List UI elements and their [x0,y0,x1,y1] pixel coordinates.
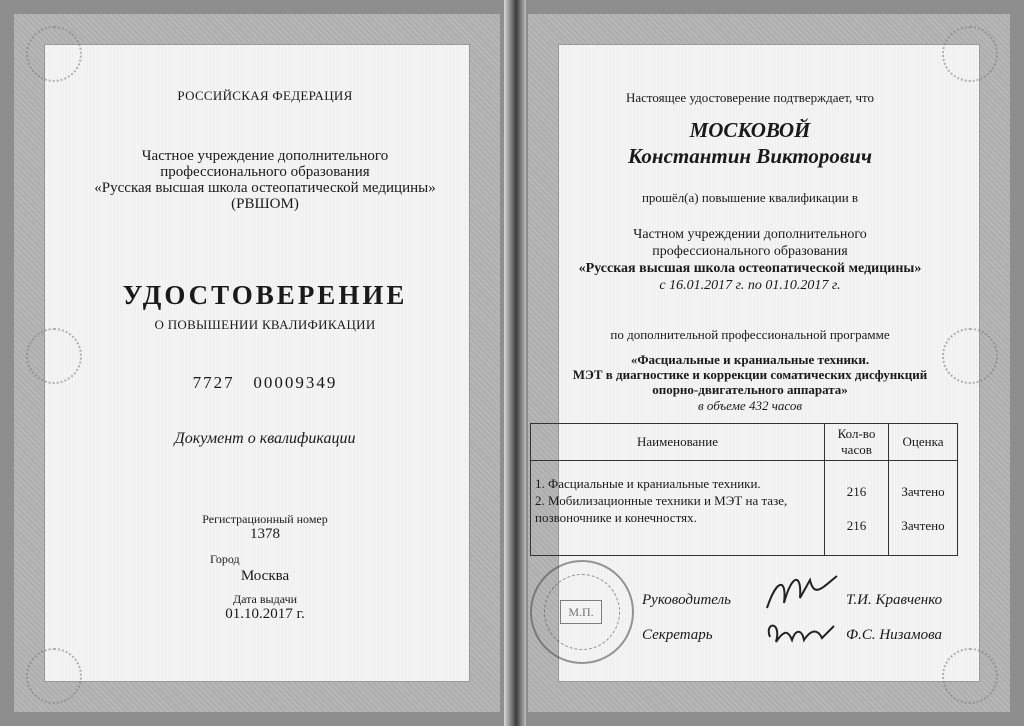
institution-abbr: (РВШОМ) [231,196,299,212]
column-header-grade: Оценка [889,424,958,461]
institution-line: профессионального образования [160,164,370,180]
registration-number: 1378 [250,526,280,542]
organization-name: «Русская высшая школа остеопатической медицины» [578,261,922,276]
left-content-area [44,44,470,682]
issue-date: 01.10.2017 г. [225,606,305,622]
city-label: Город [210,552,240,566]
series-number: 7727 [192,373,235,392]
passed-text: прошёл(а) повышение квалификации в [641,190,859,205]
institution-block [60,148,470,212]
official-stamp [530,560,634,664]
subjects-hours-cell [825,461,889,556]
program-intro: по дополнительной профессиональной программе [610,327,890,342]
rosette-ornament-icon [26,648,82,704]
table-header-row [531,424,958,461]
subject-grade: Зачтено [901,484,945,499]
issue-date-label: Дата выдачи [232,592,298,606]
organization-block [540,226,960,294]
subjects-grade-cell [889,461,958,556]
stamp-label: М.П. [560,600,602,624]
intro-text: Настоящее удостоверение подтверждает, что [625,90,874,105]
serial-number: 00009349 [253,373,338,392]
registration-label: Регистрационный номер [202,512,328,526]
document-number [120,373,410,393]
program-line: опорно-двигательного аппарата» [652,382,848,397]
rosette-ornament-icon [942,26,998,82]
column-header-name: Наименование [531,424,825,461]
rosette-ornament-icon [26,328,82,384]
document-type: Документ о квалификации [174,430,356,447]
program-volume: в объеме 432 часов [698,398,802,413]
institution-line: «Русская высшая школа остеопатической медицины» [94,180,436,196]
head-signature-icon [762,568,842,618]
subject-name: 1. Фасциальные и краниальные техники. [535,476,761,491]
holder-name: Константин Викторович [627,144,873,168]
rosette-ornament-icon [942,648,998,704]
secretary-signature-icon [762,612,842,652]
subject-name: 2. Мобилизационные техники и МЭТ на тазе, позвоночнике и конечностях. [535,493,788,525]
program-line: «Фасциальные и краниальные техники. [630,352,870,367]
organization-line: профессионального образования [652,244,848,259]
head-label: Руководитель [642,592,731,608]
subjects-names-cell [531,461,825,556]
holder-surname: МОСКОВОЙ [689,118,811,142]
program-line: МЭТ в диагностике и коррекции соматических дисфункций [572,367,928,382]
rosette-ornament-icon [26,26,82,82]
subject-grade: Зачтено [901,518,945,533]
study-period: с 16.01.2017 г. по 01.10.2017 г. [659,278,841,293]
subject-hours: 216 [846,518,867,533]
subject-hours: 216 [846,484,867,499]
document-subtitle: О ПОВЫШЕНИИ КВАЛИФИКАЦИИ [154,317,376,332]
table-row [531,461,958,556]
institution-line: Частное учреждение дополнительного [141,148,389,164]
organization-line: Частном учреждении дополнительного [633,227,867,242]
secretary-name: Ф.С. Низамова [846,627,942,643]
city-value: Москва [240,568,290,584]
head-name: Т.И. Кравченко [846,592,943,608]
secretary-label: Секретарь [642,627,713,643]
program-title [530,352,970,397]
column-header-hours: Кол-во часов [825,424,889,461]
subjects-table [530,423,958,556]
document-title: УДОСТОВЕРЕНИЕ [122,280,408,310]
country-heading: РОССИЙСКАЯ ФЕДЕРАЦИЯ [177,88,353,103]
book-spine [504,0,526,726]
